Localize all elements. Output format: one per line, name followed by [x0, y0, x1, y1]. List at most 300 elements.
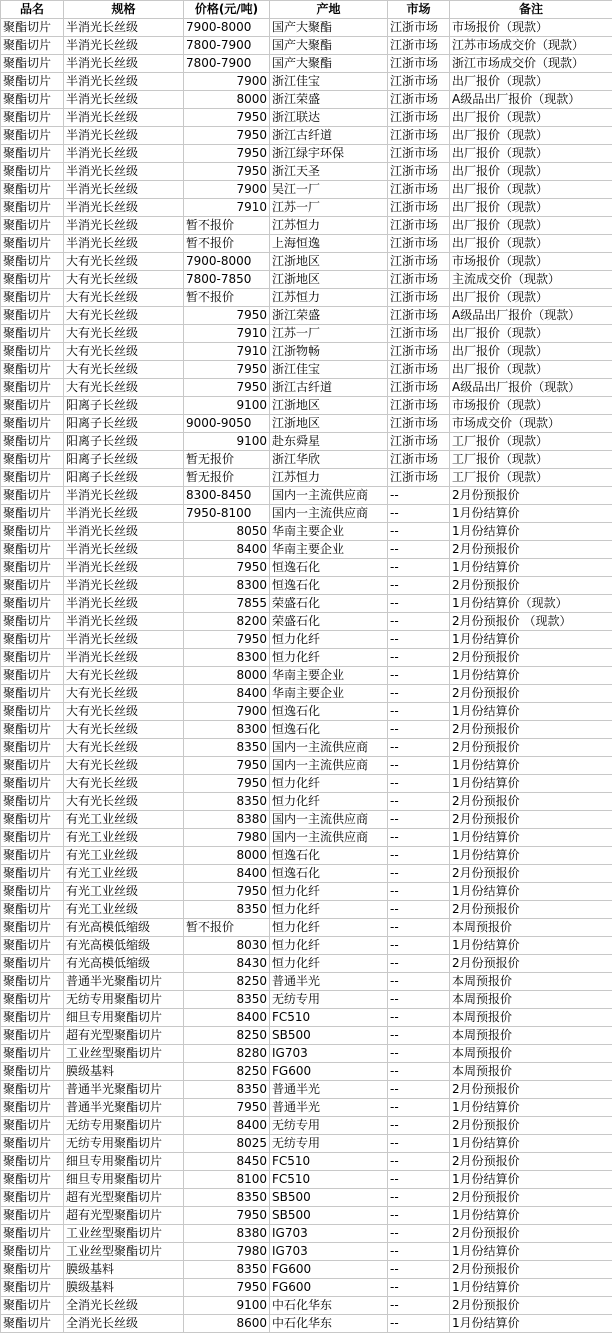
- cell-specification: 有光工业丝级: [64, 883, 184, 901]
- cell-specification: 大有光长丝级: [64, 307, 184, 325]
- cell-product-name: 聚酯切片: [1, 253, 64, 271]
- cell-origin: IG703: [270, 1243, 388, 1261]
- cell-price: 8400: [184, 1009, 270, 1027]
- table-row: [1, 649, 612, 667]
- cell-price: 9100: [184, 397, 270, 415]
- cell-market: 江浙市场: [388, 469, 450, 487]
- cell-market: --: [388, 1081, 450, 1099]
- cell-price: 8030: [184, 937, 270, 955]
- table-row: [1, 19, 612, 37]
- cell-price: 7950: [184, 127, 270, 145]
- cell-price: 7950: [184, 883, 270, 901]
- cell-remark: 1月份结算价: [450, 1279, 612, 1297]
- cell-specification: 有光工业丝级: [64, 847, 184, 865]
- cell-remark: 出厂报价（现款）: [450, 343, 612, 361]
- table-row: [1, 1081, 612, 1099]
- table-row: [1, 451, 612, 469]
- cell-origin: 恒逸石化: [270, 721, 388, 739]
- cell-product-name: 聚酯切片: [1, 145, 64, 163]
- cell-origin: 上海恒逸: [270, 235, 388, 253]
- table-row: [1, 559, 612, 577]
- cell-origin: 浙江佳宝: [270, 73, 388, 91]
- cell-specification: 有光工业丝级: [64, 811, 184, 829]
- cell-price: 7950: [184, 631, 270, 649]
- cell-specification: 有光高模低缩级: [64, 937, 184, 955]
- cell-price: 7950: [184, 307, 270, 325]
- cell-specification: 大有光长丝级: [64, 361, 184, 379]
- cell-market: 江浙市场: [388, 433, 450, 451]
- cell-remark: 出厂报价（现款）: [450, 127, 612, 145]
- cell-price: 8250: [184, 1063, 270, 1081]
- table-row: [1, 109, 612, 127]
- cell-product-name: 聚酯切片: [1, 163, 64, 181]
- cell-price: 8300: [184, 577, 270, 595]
- cell-price: 7800-7850: [184, 271, 270, 289]
- cell-remark: 2月份预报价: [450, 811, 612, 829]
- cell-market: 江浙市场: [388, 415, 450, 433]
- cell-price: 8050: [184, 523, 270, 541]
- header-origin: 产地: [270, 1, 388, 19]
- cell-remark: 本周预报价: [450, 1063, 612, 1081]
- cell-price: 8350: [184, 901, 270, 919]
- cell-market: 江浙市场: [388, 289, 450, 307]
- cell-market: --: [388, 1153, 450, 1171]
- cell-specification: 膜级基料: [64, 1261, 184, 1279]
- cell-remark: 主流成交价（现款）: [450, 271, 612, 289]
- cell-product-name: 聚酯切片: [1, 37, 64, 55]
- cell-origin: 浙江佳宝: [270, 361, 388, 379]
- cell-product-name: 聚酯切片: [1, 865, 64, 883]
- cell-remark: 本周预报价: [450, 1009, 612, 1027]
- cell-origin: 浙江荣盛: [270, 91, 388, 109]
- cell-price: 8350: [184, 739, 270, 757]
- cell-market: --: [388, 487, 450, 505]
- cell-price: 7855: [184, 595, 270, 613]
- table-row: [1, 415, 612, 433]
- cell-specification: 大有光长丝级: [64, 685, 184, 703]
- cell-price: 7950-8100: [184, 505, 270, 523]
- cell-product-name: 聚酯切片: [1, 1297, 64, 1315]
- cell-remark: 2月份预报价: [450, 1225, 612, 1243]
- cell-origin: 荣盛石化: [270, 595, 388, 613]
- cell-product-name: 聚酯切片: [1, 1063, 64, 1081]
- table-row: [1, 721, 612, 739]
- table-row: [1, 937, 612, 955]
- cell-product-name: 聚酯切片: [1, 757, 64, 775]
- cell-price: 8350: [184, 1189, 270, 1207]
- cell-specification: 半消光长丝级: [64, 649, 184, 667]
- cell-market: --: [388, 757, 450, 775]
- cell-market: 江浙市场: [388, 91, 450, 109]
- cell-price: 8025: [184, 1135, 270, 1153]
- cell-market: 江浙市场: [388, 181, 450, 199]
- cell-remark: 2月份预报价 （现款）: [450, 613, 612, 631]
- cell-remark: 2月份预报价: [450, 865, 612, 883]
- cell-remark: 2月份预报价: [450, 649, 612, 667]
- cell-origin: 江苏一厂: [270, 199, 388, 217]
- cell-specification: 半消光长丝级: [64, 181, 184, 199]
- cell-origin: 普通半光: [270, 1081, 388, 1099]
- cell-market: 江浙市场: [388, 271, 450, 289]
- cell-market: --: [388, 901, 450, 919]
- cell-market: --: [388, 1045, 450, 1063]
- cell-price: 8000: [184, 91, 270, 109]
- cell-price: 8000: [184, 667, 270, 685]
- cell-price: 暂不报价: [184, 235, 270, 253]
- table-row: [1, 91, 612, 109]
- cell-remark: 1月份结算价: [450, 559, 612, 577]
- cell-origin: 华南主要企业: [270, 523, 388, 541]
- header-price: 价格(元/吨): [184, 1, 270, 19]
- cell-price: 8300: [184, 721, 270, 739]
- header-specification: 规格: [64, 1, 184, 19]
- cell-product-name: 聚酯切片: [1, 883, 64, 901]
- table-row: [1, 793, 612, 811]
- cell-product-name: 聚酯切片: [1, 289, 64, 307]
- cell-product-name: 聚酯切片: [1, 613, 64, 631]
- cell-specification: 半消光长丝级: [64, 217, 184, 235]
- cell-product-name: 聚酯切片: [1, 1117, 64, 1135]
- cell-origin: 恒逸石化: [270, 577, 388, 595]
- cell-market: --: [388, 919, 450, 937]
- cell-specification: 阳离子长丝级: [64, 397, 184, 415]
- cell-price: 9000-9050: [184, 415, 270, 433]
- table-row: [1, 505, 612, 523]
- cell-market: --: [388, 991, 450, 1009]
- table-row: [1, 1207, 612, 1225]
- cell-price: 暂不报价: [184, 919, 270, 937]
- cell-product-name: 聚酯切片: [1, 109, 64, 127]
- cell-market: 江浙市场: [388, 253, 450, 271]
- table-row: [1, 1063, 612, 1081]
- table-header: [1, 1, 612, 19]
- table-row: [1, 1189, 612, 1207]
- cell-specification: 半消光长丝级: [64, 613, 184, 631]
- cell-specification: 全消光长丝级: [64, 1315, 184, 1333]
- cell-product-name: 聚酯切片: [1, 1261, 64, 1279]
- cell-specification: 无纺专用聚酯切片: [64, 1135, 184, 1153]
- cell-market: --: [388, 667, 450, 685]
- table-row: [1, 1153, 612, 1171]
- cell-product-name: 聚酯切片: [1, 1225, 64, 1243]
- cell-price: 7950: [184, 361, 270, 379]
- cell-market: --: [388, 1189, 450, 1207]
- cell-market: --: [388, 1099, 450, 1117]
- cell-market: 江浙市场: [388, 37, 450, 55]
- table-row: [1, 253, 612, 271]
- cell-specification: 阳离子长丝级: [64, 415, 184, 433]
- table-row: [1, 811, 612, 829]
- cell-price: 8380: [184, 1225, 270, 1243]
- cell-market: --: [388, 505, 450, 523]
- cell-product-name: 聚酯切片: [1, 649, 64, 667]
- cell-market: --: [388, 847, 450, 865]
- cell-remark: 1月份结算价: [450, 829, 612, 847]
- cell-price: 8100: [184, 1171, 270, 1189]
- cell-origin: 国产大聚酯: [270, 55, 388, 73]
- header-row: [1, 1, 612, 19]
- cell-origin: 恒力化纤: [270, 937, 388, 955]
- cell-market: 江浙市场: [388, 361, 450, 379]
- table-row: [1, 487, 612, 505]
- table-row: [1, 883, 612, 901]
- cell-remark: 1月份结算价: [450, 937, 612, 955]
- cell-origin: 恒力化纤: [270, 649, 388, 667]
- table-row: [1, 469, 612, 487]
- cell-remark: 市场报价（现款）: [450, 253, 612, 271]
- cell-origin: 国内一主流供应商: [270, 487, 388, 505]
- cell-remark: 1月份结算价: [450, 505, 612, 523]
- cell-price: 7980: [184, 1243, 270, 1261]
- cell-product-name: 聚酯切片: [1, 739, 64, 757]
- table-row: [1, 163, 612, 181]
- cell-origin: SB500: [270, 1027, 388, 1045]
- cell-origin: 恒力化纤: [270, 919, 388, 937]
- cell-origin: 国内一主流供应商: [270, 739, 388, 757]
- cell-product-name: 聚酯切片: [1, 1171, 64, 1189]
- cell-market: --: [388, 1135, 450, 1153]
- cell-price: 7900-8000: [184, 253, 270, 271]
- cell-product-name: 聚酯切片: [1, 199, 64, 217]
- cell-price: 7950: [184, 163, 270, 181]
- cell-remark: 出厂报价（现款）: [450, 325, 612, 343]
- cell-specification: 工业丝型聚酯切片: [64, 1225, 184, 1243]
- header-market: 市场: [388, 1, 450, 19]
- cell-remark: 2月份预报价: [450, 739, 612, 757]
- cell-remark: 市场成交价（现款）: [450, 415, 612, 433]
- cell-remark: 出厂报价（现款）: [450, 289, 612, 307]
- cell-product-name: 聚酯切片: [1, 217, 64, 235]
- cell-price: 7910: [184, 199, 270, 217]
- cell-price: 8450: [184, 1153, 270, 1171]
- cell-specification: 超有光型聚酯切片: [64, 1189, 184, 1207]
- cell-origin: 江浙地区: [270, 253, 388, 271]
- table-row: [1, 1315, 612, 1333]
- cell-product-name: 聚酯切片: [1, 19, 64, 37]
- cell-market: 江浙市场: [388, 397, 450, 415]
- cell-remark: 1月份结算价: [450, 1099, 612, 1117]
- cell-market: 江浙市场: [388, 145, 450, 163]
- cell-remark: 1月份结算价: [450, 1315, 612, 1333]
- cell-market: --: [388, 793, 450, 811]
- table-row: [1, 829, 612, 847]
- cell-product-name: 聚酯切片: [1, 919, 64, 937]
- cell-remark: 本周预报价: [450, 973, 612, 991]
- cell-origin: 普通半光: [270, 1099, 388, 1117]
- cell-specification: 半消光长丝级: [64, 37, 184, 55]
- cell-product-name: 聚酯切片: [1, 307, 64, 325]
- cell-remark: 2月份预报价: [450, 1189, 612, 1207]
- table-row: [1, 919, 612, 937]
- cell-market: --: [388, 631, 450, 649]
- cell-remark: 2月份预报价: [450, 1297, 612, 1315]
- table-row: [1, 1099, 612, 1117]
- cell-market: 江浙市场: [388, 451, 450, 469]
- cell-product-name: 聚酯切片: [1, 631, 64, 649]
- cell-product-name: 聚酯切片: [1, 451, 64, 469]
- cell-remark: 1月份结算价: [450, 757, 612, 775]
- cell-price: 7950: [184, 775, 270, 793]
- cell-remark: 1月份结算价: [450, 1243, 612, 1261]
- table-row: [1, 73, 612, 91]
- cell-origin: 恒逸石化: [270, 865, 388, 883]
- cell-remark: 2月份预报价: [450, 541, 612, 559]
- cell-market: 江浙市场: [388, 19, 450, 37]
- cell-origin: FG600: [270, 1261, 388, 1279]
- cell-specification: 半消光长丝级: [64, 487, 184, 505]
- cell-price: 9100: [184, 433, 270, 451]
- cell-remark: A级品出厂报价（现款）: [450, 379, 612, 397]
- cell-remark: 2月份预报价: [450, 901, 612, 919]
- cell-remark: 出厂报价（现款）: [450, 235, 612, 253]
- header-product-name: 品名: [1, 1, 64, 19]
- cell-specification: 大有光长丝级: [64, 739, 184, 757]
- cell-origin: 无纺专用: [270, 1117, 388, 1135]
- cell-specification: 细旦专用聚酯切片: [64, 1009, 184, 1027]
- cell-price: 8400: [184, 685, 270, 703]
- cell-market: --: [388, 1315, 450, 1333]
- cell-product-name: 聚酯切片: [1, 1153, 64, 1171]
- table-row: [1, 1045, 612, 1063]
- cell-specification: 大有光长丝级: [64, 325, 184, 343]
- table-row: [1, 235, 612, 253]
- cell-market: --: [388, 613, 450, 631]
- cell-market: --: [388, 1225, 450, 1243]
- cell-product-name: 聚酯切片: [1, 1027, 64, 1045]
- cell-origin: 华南主要企业: [270, 667, 388, 685]
- cell-product-name: 聚酯切片: [1, 811, 64, 829]
- cell-market: --: [388, 1009, 450, 1027]
- cell-product-name: 聚酯切片: [1, 1315, 64, 1333]
- cell-price: 8400: [184, 541, 270, 559]
- cell-price: 7950: [184, 379, 270, 397]
- cell-product-name: 聚酯切片: [1, 577, 64, 595]
- cell-origin: 恒逸石化: [270, 703, 388, 721]
- cell-market: 江浙市场: [388, 217, 450, 235]
- cell-origin: IG703: [270, 1045, 388, 1063]
- cell-specification: 有光高模低缩级: [64, 955, 184, 973]
- cell-specification: 半消光长丝级: [64, 55, 184, 73]
- cell-specification: 半消光长丝级: [64, 145, 184, 163]
- cell-product-name: 聚酯切片: [1, 703, 64, 721]
- cell-market: 江浙市场: [388, 343, 450, 361]
- cell-origin: SB500: [270, 1207, 388, 1225]
- cell-origin: 荣盛石化: [270, 613, 388, 631]
- cell-origin: FG600: [270, 1063, 388, 1081]
- cell-price: 暂不报价: [184, 217, 270, 235]
- cell-market: --: [388, 577, 450, 595]
- table-row: [1, 127, 612, 145]
- cell-remark: 2月份预报价: [450, 955, 612, 973]
- cell-specification: 超有光型聚酯切片: [64, 1027, 184, 1045]
- cell-product-name: 聚酯切片: [1, 361, 64, 379]
- cell-origin: FC510: [270, 1171, 388, 1189]
- table-row: [1, 145, 612, 163]
- table-row: [1, 775, 612, 793]
- cell-remark: 工厂报价（现款）: [450, 469, 612, 487]
- cell-price: 7950: [184, 109, 270, 127]
- cell-product-name: 聚酯切片: [1, 343, 64, 361]
- cell-remark: 市场报价（现款）: [450, 397, 612, 415]
- cell-origin: FG600: [270, 1279, 388, 1297]
- cell-specification: 半消光长丝级: [64, 19, 184, 37]
- cell-market: 江浙市场: [388, 307, 450, 325]
- cell-origin: 恒逸石化: [270, 847, 388, 865]
- cell-market: --: [388, 721, 450, 739]
- cell-market: --: [388, 1207, 450, 1225]
- cell-remark: 1月份结算价: [450, 1135, 612, 1153]
- cell-remark: 本周预报价: [450, 919, 612, 937]
- table-row: [1, 865, 612, 883]
- cell-remark: 2月份预报价: [450, 487, 612, 505]
- cell-market: --: [388, 541, 450, 559]
- table-row: [1, 55, 612, 73]
- table-row: [1, 1135, 612, 1153]
- cell-specification: 大有光长丝级: [64, 757, 184, 775]
- cell-specification: 阳离子长丝级: [64, 469, 184, 487]
- cell-specification: 细旦专用聚酯切片: [64, 1153, 184, 1171]
- table-row: [1, 703, 612, 721]
- cell-specification: 普通半光聚酯切片: [64, 1081, 184, 1099]
- cell-price: 7800-7900: [184, 37, 270, 55]
- table-row: [1, 307, 612, 325]
- cell-remark: 2月份预报价: [450, 1261, 612, 1279]
- cell-product-name: 聚酯切片: [1, 505, 64, 523]
- cell-market: --: [388, 1063, 450, 1081]
- cell-specification: 普通半光聚酯切片: [64, 973, 184, 991]
- cell-origin: 国产大聚酯: [270, 37, 388, 55]
- cell-remark: 2月份预报价: [450, 1153, 612, 1171]
- cell-remark: 工厂报价（现款）: [450, 451, 612, 469]
- cell-price: 8300: [184, 649, 270, 667]
- cell-origin: 恒力化纤: [270, 775, 388, 793]
- cell-remark: 2月份预报价: [450, 685, 612, 703]
- cell-origin: IG703: [270, 1225, 388, 1243]
- table-row: [1, 433, 612, 451]
- cell-specification: 阳离子长丝级: [64, 433, 184, 451]
- table-row: [1, 595, 612, 613]
- cell-remark: 2月份预报价: [450, 1081, 612, 1099]
- cell-remark: 市场报价（现款）: [450, 19, 612, 37]
- table-row: [1, 577, 612, 595]
- cell-product-name: 聚酯切片: [1, 91, 64, 109]
- cell-origin: 恒逸石化: [270, 559, 388, 577]
- cell-specification: 有光高模低缩级: [64, 919, 184, 937]
- cell-specification: 半消光长丝级: [64, 235, 184, 253]
- cell-market: 江浙市场: [388, 199, 450, 217]
- cell-remark: 出厂报价（现款）: [450, 217, 612, 235]
- table-row: [1, 217, 612, 235]
- cell-remark: 出厂报价（现款）: [450, 73, 612, 91]
- cell-market: 江浙市场: [388, 109, 450, 127]
- cell-remark: 1月份结算价: [450, 847, 612, 865]
- cell-market: --: [388, 739, 450, 757]
- cell-origin: FC510: [270, 1153, 388, 1171]
- cell-remark: 出厂报价（现款）: [450, 109, 612, 127]
- cell-specification: 细旦专用聚酯切片: [64, 1171, 184, 1189]
- cell-market: --: [388, 811, 450, 829]
- cell-market: --: [388, 685, 450, 703]
- cell-specification: 半消光长丝级: [64, 73, 184, 91]
- table-row: [1, 955, 612, 973]
- cell-remark: 出厂报价（现款）: [450, 199, 612, 217]
- cell-remark: 1月份结算价: [450, 703, 612, 721]
- cell-specification: 半消光长丝级: [64, 541, 184, 559]
- cell-price: 8400: [184, 865, 270, 883]
- table-row: [1, 1009, 612, 1027]
- cell-remark: A级品出厂报价（现款）: [450, 91, 612, 109]
- table-row: [1, 1027, 612, 1045]
